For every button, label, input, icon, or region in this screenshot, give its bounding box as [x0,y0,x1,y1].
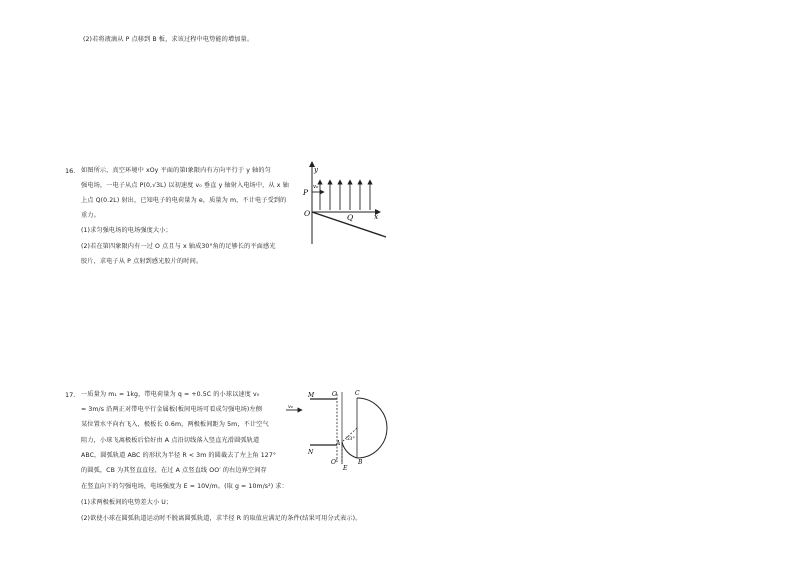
q16-line-1: 如图所示，真空环境中 xOy 平面的第Ⅰ象限内有方向平行于 y 轴的匀 [81,167,271,174]
q16-label-y: y [314,166,318,174]
q16-line-4: 重力。 [81,212,100,219]
q17-label-N: N [308,449,314,456]
q17-number: 17. [65,391,76,399]
q16-part2-line-1: (2)若在第四象限内有一过 O 点且与 x 轴成30°角的足够长的平面感光 [81,243,276,250]
q17-line-2: = 3m/s 沿两正对带电平行金属板(板间电场可看成匀强电场)左侧 [81,406,263,413]
q16-label-x: x [374,212,379,221]
q17-part2: (2)欲使小球在圆弧轨道运动时不脱离圆弧轨道，求半径 R 的取值应满足的条件(结果可用分式表示)。 [81,515,362,522]
q16-line-2: 强电场，一电子从点 P(0,√3L) 以初速度 v₀ 垂直 y 轴射入电场中，从 x 轴 [81,182,289,189]
q16-number: 16. [65,167,76,175]
q17-line-6: 的圆弧，CB 为其竖直直径，在过 A 点竖直线 OO′ 的右边界空间存 [81,467,267,474]
q17-label-E: E [343,465,348,472]
q17-label-O: O [332,391,337,398]
q17-label-v0: v₀ [288,404,293,410]
q17-line-1: 一质量为 m₁ = 1kg，带电荷量为 q = +0.5C 的小球以速度 v₀ [81,391,260,398]
q17-label-B: B [358,459,363,466]
q17-arc [357,398,387,458]
q16-label-P: P [303,188,309,197]
q17-label-M: M [308,392,315,399]
q17-part1: (1)求两极板间的电势差大小 U； [81,499,173,506]
q16-label-O: O [304,209,311,218]
q15-part2: (2)若将液滴从 P 点移到 B 板，求该过程中电势能的增加量。 [83,36,254,43]
q17-line-7: 在竖直向下的匀强电场，电场强度为 E = 10V/m。(取 g = 10m/s²) 求： [81,483,288,490]
q16-label-v0: v₀ [313,184,319,190]
q17-label-C: C [355,390,360,397]
q16-label-Q: Q [347,213,354,222]
q16-line-3: 上点 Q(0.2L) 射出，已知电子的电荷量为 e，质量为 m，不计电子受到的 [81,197,287,204]
q17-label-angle: 53° [346,436,355,442]
q16-part1: (1)求匀强电场的电场强度大小； [81,227,172,234]
q16-figure [298,160,390,246]
q17-line-4: 阻力，小球飞离极板后恰好由 A 点沿切线落入竖直光滑圆弧轨道 [81,437,260,444]
q17-figure [280,384,390,472]
q17-label-O-prime: O′ [331,459,338,466]
q17-line-5: ABC，圆弧轨道 ABC 的形状为半径 R < 3m 的圆截去了左上角 127° [81,452,277,459]
q16-part2-line-2: 胶片，求电子从 P 点射到感光胶片的时间。 [81,258,203,265]
q17-line-3: 某位置水平向右飞入，极板长 0.6m，两极板间距为 5m，不计空气 [81,421,269,428]
q17-label-A: A [336,440,341,447]
